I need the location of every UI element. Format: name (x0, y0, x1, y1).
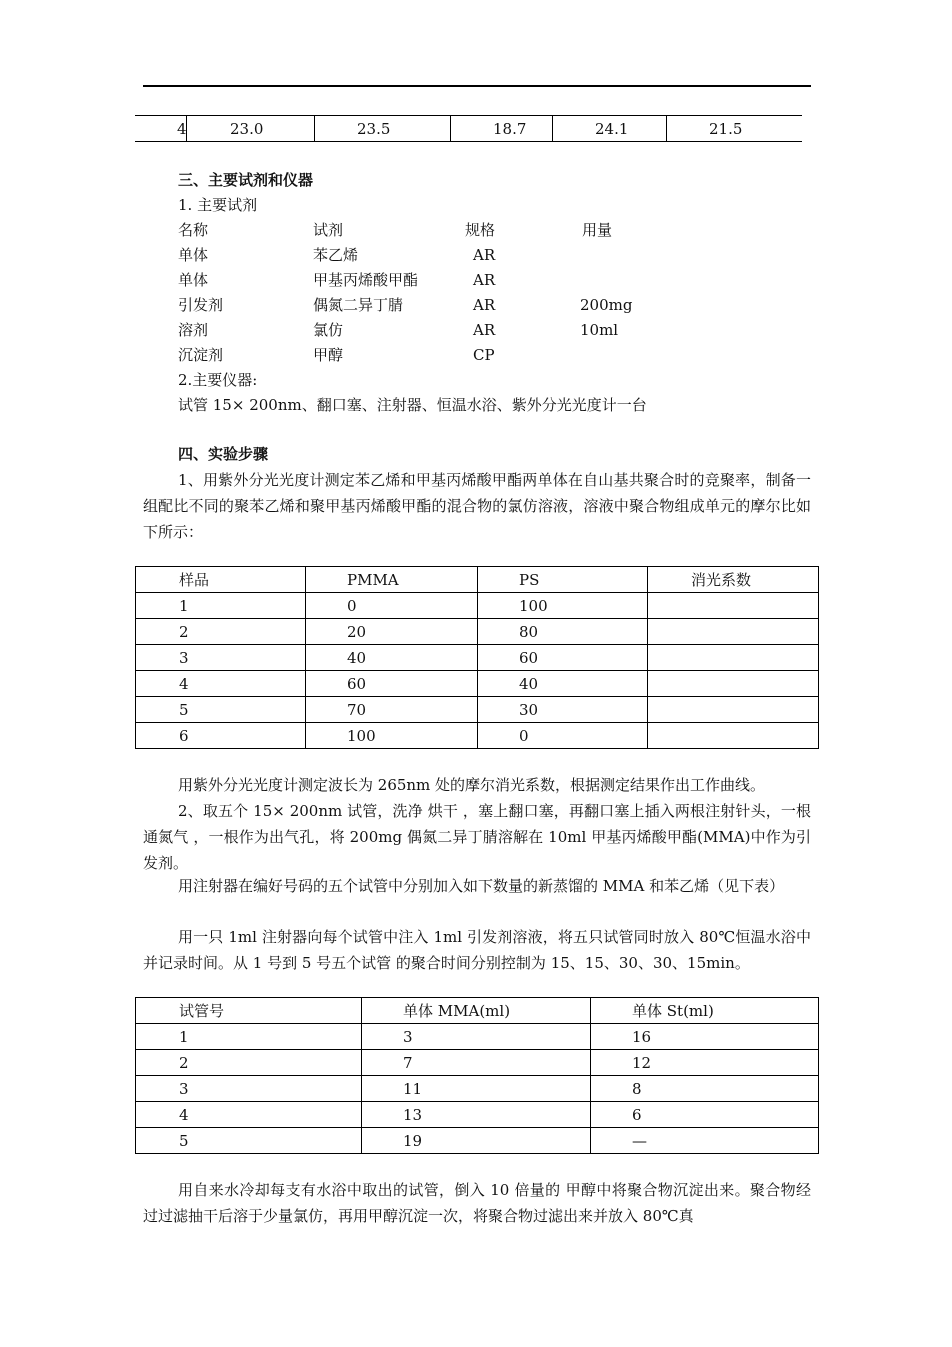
table-header-cell: 试管号 (136, 998, 362, 1024)
table-cell: 6 (136, 723, 306, 749)
table-cell: 0 (306, 593, 478, 619)
reagent-row-3-name: 引发剂 (178, 296, 224, 314)
page-header-rule (143, 85, 811, 87)
table-cell: — (591, 1128, 819, 1154)
top-cell-4: 24.1 (595, 120, 629, 138)
table-cell: 1 (136, 1024, 362, 1050)
table-cell: 0 (478, 723, 648, 749)
top-cell-0: 4 (177, 120, 187, 138)
top-cell-2: 23.5 (357, 120, 391, 138)
table-cell: 80 (478, 619, 648, 645)
table-cell (648, 645, 819, 671)
reagent-row-1-grade: AR (473, 246, 496, 264)
table-header-cell: 单体 MMA(ml) (362, 998, 591, 1024)
section4-title: 四、实验步骤 (178, 445, 269, 463)
section3-sub1: 1. 主要试剂 (178, 196, 258, 214)
monomer-feed-table (135, 997, 819, 1154)
table-row (136, 619, 819, 645)
table-cell (648, 593, 819, 619)
table-cell: 60 (478, 645, 648, 671)
table-header-row (136, 567, 819, 593)
reagent-row-5-name: 沉淀剂 (178, 346, 224, 364)
reagent-row-1-name: 单体 (178, 246, 209, 264)
reagent-row-2-reagent: 甲基丙烯酸甲酯 (313, 271, 419, 289)
table-row (136, 645, 819, 671)
reagent-row-3-reagent: 偶氮二异丁腈 (313, 296, 404, 314)
step1-note-paragraph: 用紫外分光光度计测定波长为 265nm 处的摩尔消光系数，根据测定结果作出工作曲线。 (178, 776, 766, 794)
table-header-row (136, 998, 819, 1024)
table-cell: 1 (136, 593, 306, 619)
table-cell (648, 619, 819, 645)
reagent-row-4-reagent: 氯仿 (313, 321, 344, 339)
step2-injection-paragraph: 用注射器在编好号码的五个试管中分别加入如下数量的新蒸馏的 MMA 和苯乙烯（见下表） (178, 877, 785, 895)
table-cell: 4 (136, 1102, 362, 1128)
table-cell: 60 (306, 671, 478, 697)
table-cell: 20 (306, 619, 478, 645)
reagent-row-4-name: 溶剂 (178, 321, 209, 339)
reagent-row-4-amount: 10ml (580, 321, 619, 339)
precipitation-paragraph: 用自来水冷却每支有水浴中取出的试管，倒入 10 倍量的 甲醇中将聚合物沉淀出来。聚合物经过过滤抽干后溶于少量氯仿，再用甲醇沉淀一次，将聚合物过滤出来并放入 80℃真 (143, 1181, 811, 1225)
table-row (136, 1128, 819, 1154)
table-cell: 7 (362, 1050, 591, 1076)
table-cell: 3 (136, 1076, 362, 1102)
reagent-row-1-reagent: 苯乙烯 (313, 246, 359, 264)
table-row (136, 1024, 819, 1050)
table-header-cell: 单体 St(ml) (591, 998, 819, 1024)
reagent-row-3-grade: AR (473, 296, 496, 314)
reagent-header-grade: 规格 (465, 221, 496, 239)
table-cell: 13 (362, 1102, 591, 1128)
table-row (136, 697, 819, 723)
table-row (136, 1050, 819, 1076)
table-cell: 30 (478, 697, 648, 723)
table-cell: 16 (591, 1024, 819, 1050)
table-cell: 5 (136, 697, 306, 723)
table-cell: 19 (362, 1128, 591, 1154)
reagent-row-2-grade: AR (473, 271, 496, 289)
table-row (136, 593, 819, 619)
step1-paragraph: 1、用紫外分光光度计测定苯乙烯和甲基丙烯酸甲酯两单体在自山基共聚合时的竞聚率，制备一组配比不同的聚苯乙烯和聚甲基丙烯酸甲酯的混合物的氯仿溶液，溶液中聚合物组成单元的摩尔比如下所示： (143, 471, 811, 541)
table-cell: 11 (362, 1076, 591, 1102)
table-row (136, 1076, 819, 1102)
table-header-cell: 样品 (136, 567, 306, 593)
table-cell: 2 (136, 1050, 362, 1076)
step2-paragraph: 2、取五个 15× 200nm 试管，洗净 烘干 ，塞上翻口塞，再翻口塞上插入两根注射针头，一根通氮气 ，一根作为出气孔，将 200mg 偶氮二异丁腈溶解在 10ml 甲基丙烯酸甲酯(MMA)中作为引发剂。 (143, 802, 811, 872)
table-cell (648, 697, 819, 723)
table-cell: 3 (362, 1024, 591, 1050)
table-cell: 70 (306, 697, 478, 723)
table-cell: 4 (136, 671, 306, 697)
table-header-cell: PS (478, 567, 648, 593)
table-row (136, 671, 819, 697)
reagent-row-2-name: 单体 (178, 271, 209, 289)
table-cell: 6 (591, 1102, 819, 1128)
table-cell: 100 (306, 723, 478, 749)
table-cell: 40 (478, 671, 648, 697)
reagent-row-4-grade: AR (473, 321, 496, 339)
table-cell: 8 (591, 1076, 819, 1102)
table-header-cell: 消光系数 (648, 567, 819, 593)
step2-timing-paragraph: 用一只 1ml 注射器向每个试管中注入 1ml 引发剂溶液，将五只试管同时放入 80℃恒温水浴中并记录时间。从 1 号到 5 号五个试管 的聚合时间分别控制为 15、15、30、30、15min。 (143, 928, 811, 972)
top-cell-1: 23.0 (230, 120, 264, 138)
table-row (136, 1102, 819, 1128)
absorbance-table (135, 566, 819, 749)
table-cell (648, 723, 819, 749)
table-cell (648, 671, 819, 697)
table-cell: 5 (136, 1128, 362, 1154)
top-cell-5: 21.5 (709, 120, 743, 138)
reagent-header-amount: 用量 (582, 221, 613, 239)
table-cell: 2 (136, 619, 306, 645)
section3-title: 三、主要试剂和仪器 (178, 171, 314, 189)
reagent-row-5-grade: CP (473, 346, 495, 364)
table-cell: 40 (306, 645, 478, 671)
table-row (136, 723, 819, 749)
top-cell-3: 18.7 (493, 120, 527, 138)
section3-sub2: 2.主要仪器: (178, 371, 258, 389)
table-header-cell: PMMA (306, 567, 478, 593)
reagent-row-3-amount: 200mg (580, 296, 633, 314)
table-cell: 100 (478, 593, 648, 619)
table-cell: 3 (136, 645, 306, 671)
reagent-row-5-reagent: 甲醇 (313, 346, 344, 364)
reagent-header-name: 名称 (178, 221, 209, 239)
instrument-list: 试管 15× 200nm、翻口塞、注射器、恒温水浴、紫外分光光度计一台 (178, 396, 647, 414)
table-cell: 12 (591, 1050, 819, 1076)
reagent-header-reagent: 试剂 (313, 221, 344, 239)
